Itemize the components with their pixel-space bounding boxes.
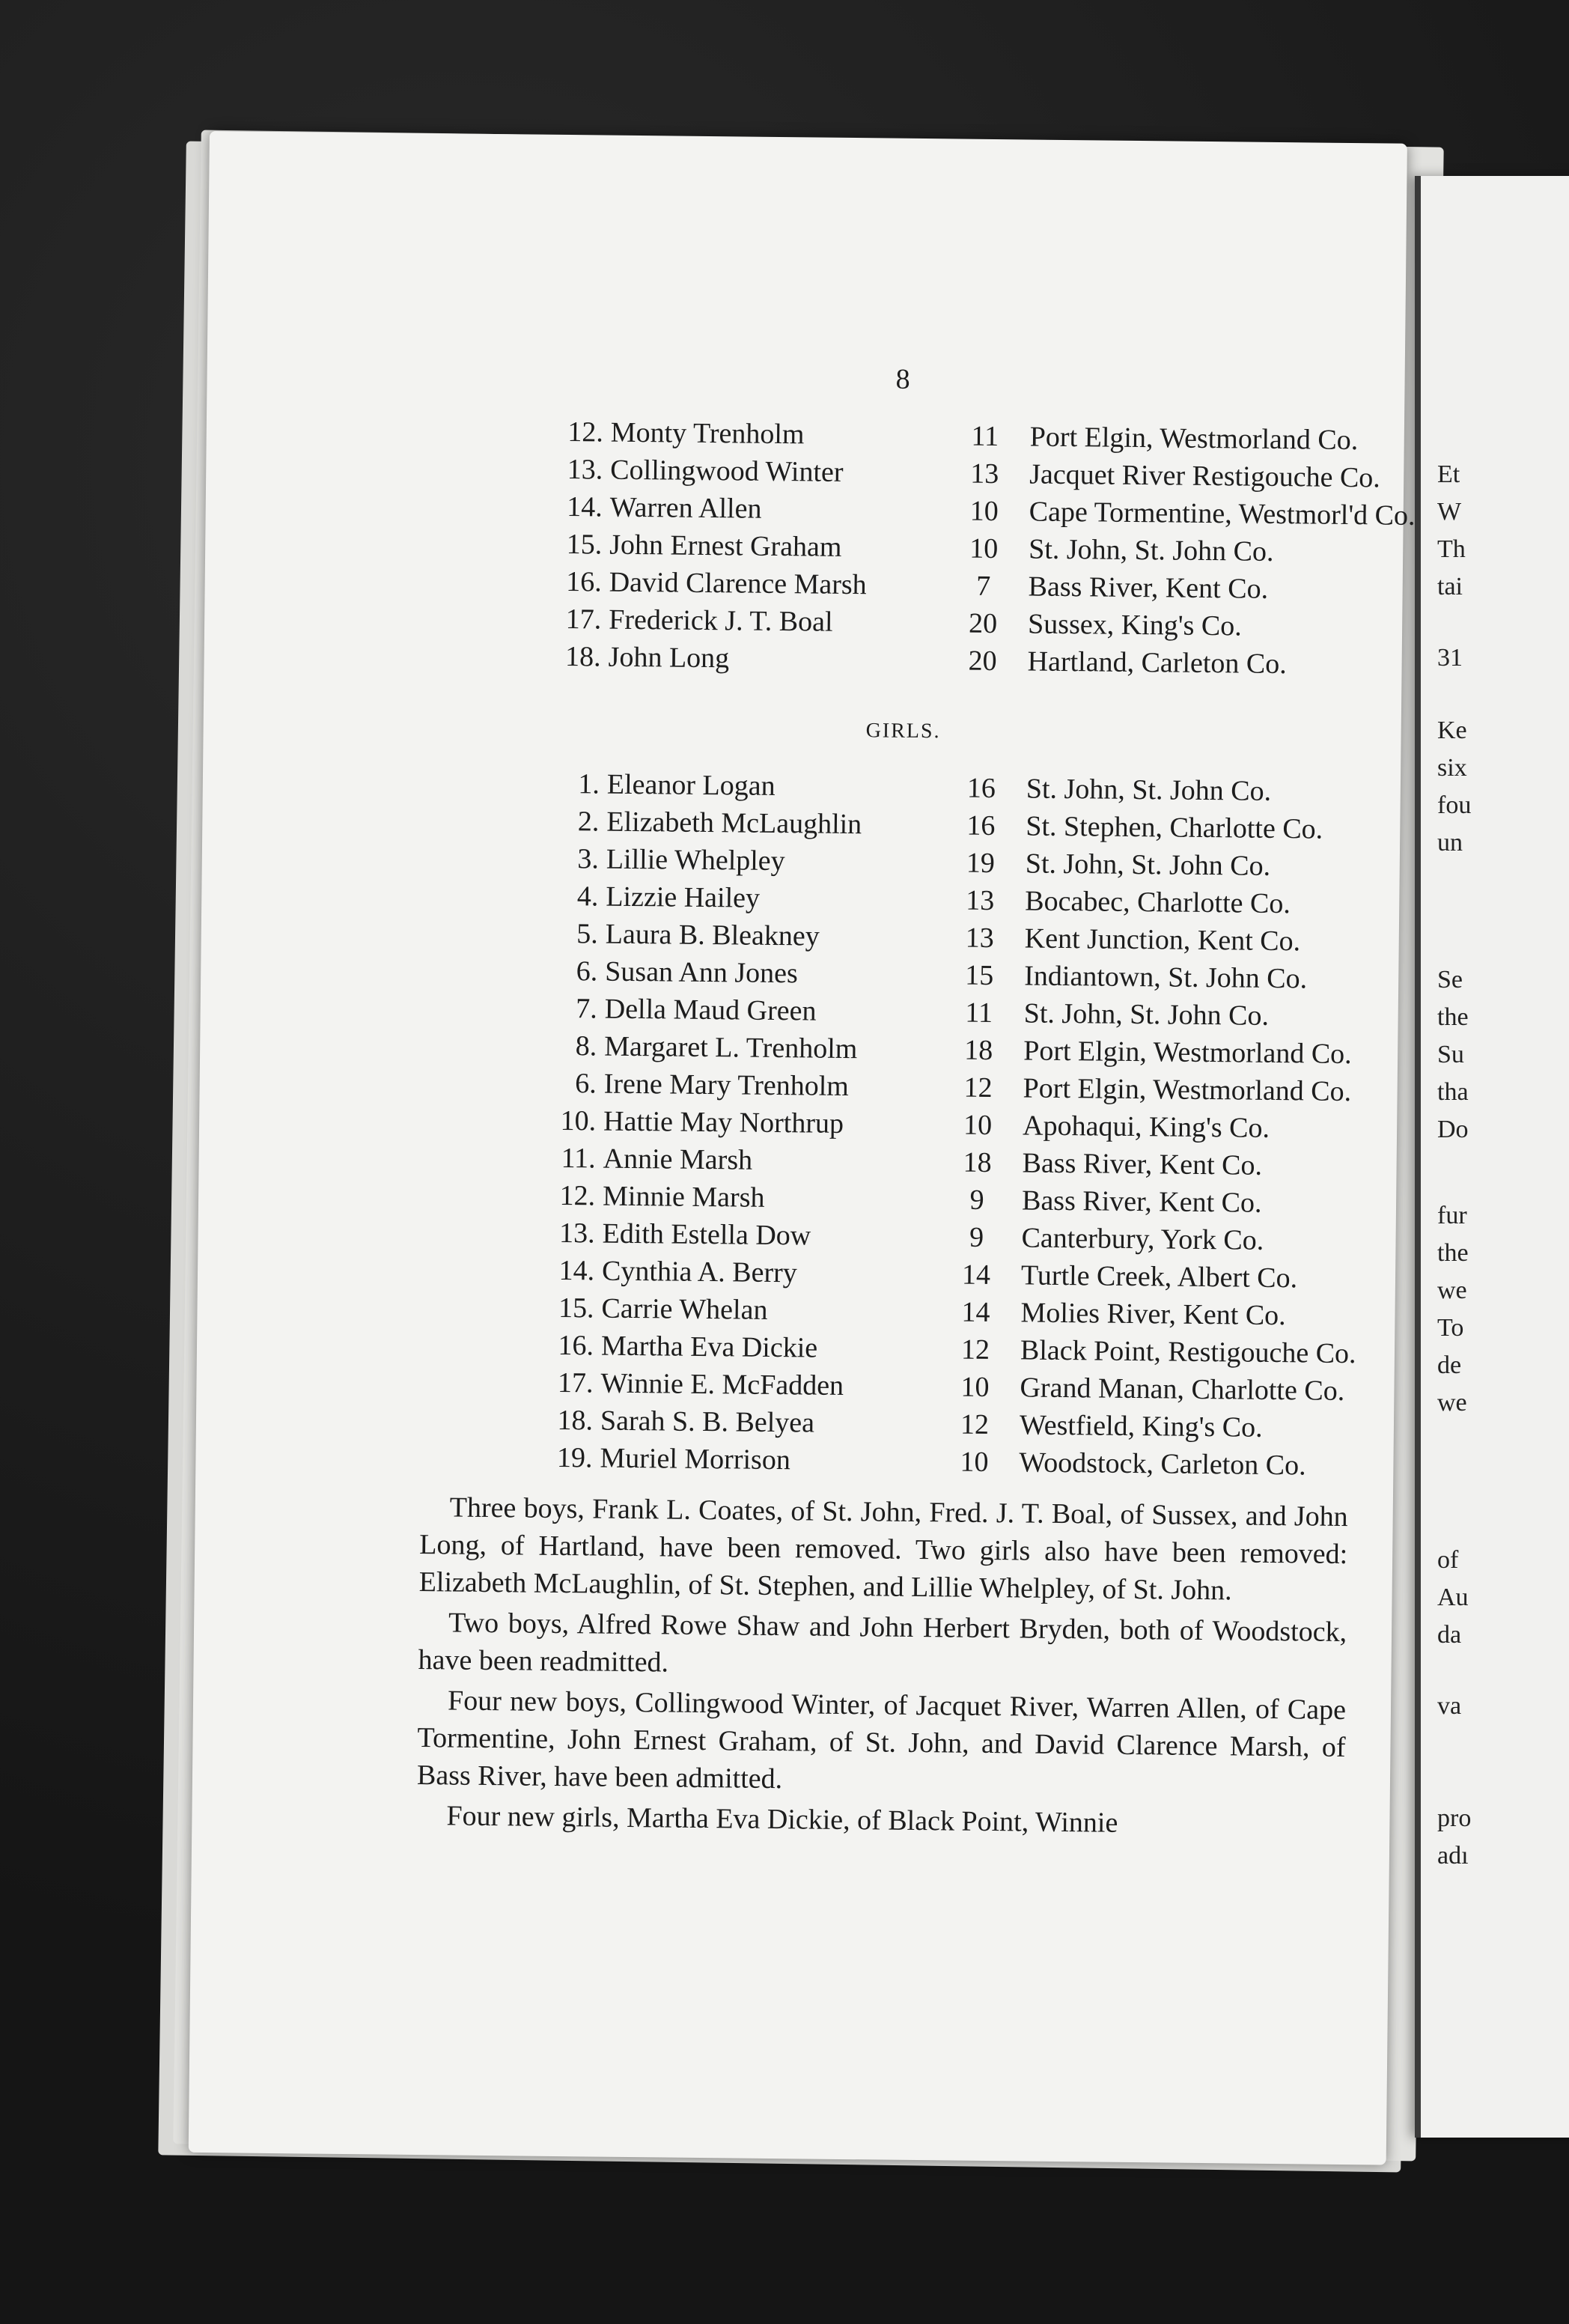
entry-name: Elizabeth McLaughlin	[606, 806, 862, 841]
facing-page	[1415, 176, 1569, 2138]
girls-heading: GIRLS.	[865, 719, 941, 743]
entry-number: 17.	[557, 1366, 594, 1399]
entry-place: Sussex, King's Co.	[1027, 608, 1242, 642]
entry-name: Edith Estella Dow	[602, 1217, 811, 1252]
entry-number: 15.	[566, 529, 603, 561]
entry-number: 12.	[559, 1179, 596, 1212]
facing-page-fragment: fou	[1437, 791, 1472, 819]
facing-page-fragment: adı	[1437, 1842, 1469, 1870]
entry-name: Sarah S. B. Belyea	[600, 1405, 815, 1439]
entry-name: Frederick J. T. Boal	[608, 603, 833, 638]
entry-number: 17.	[565, 603, 602, 636]
entry-place: Port Elgin, Westmorland Co.	[1023, 1035, 1352, 1071]
entry-number: 1.	[578, 768, 600, 800]
document-page	[189, 131, 1416, 2165]
entry-place: Indiantown, St. John Co.	[1024, 960, 1308, 995]
entry-name: John Ernest Graham	[609, 529, 842, 563]
entry-place: Cape Tormentine, Westmorl'd Co.	[1029, 496, 1416, 532]
facing-page-fragment: W	[1437, 498, 1462, 526]
entry-age: 18	[963, 1146, 992, 1179]
entry-place: Bocabec, Charlotte Co.	[1025, 885, 1291, 920]
entry-place: Turtle Creek, Albert Co.	[1020, 1259, 1298, 1295]
entry-place: St. John, St. John Co.	[1028, 533, 1274, 568]
entry-name: Cynthia A. Berry	[601, 1255, 797, 1289]
entry-name: Hattie May Northrup	[603, 1105, 844, 1140]
entry-name: Lillie Whelpley	[606, 843, 785, 877]
entry-age: 14	[961, 1296, 990, 1329]
entry-place: St. John, St. John Co.	[1023, 997, 1270, 1032]
facing-page-fragment: we	[1437, 1277, 1467, 1304]
entry-name: Muriel Morrison	[600, 1442, 791, 1476]
facing-page-fragment: Ke	[1437, 717, 1467, 744]
entry-name: John Long	[608, 641, 730, 675]
entry-number: 7.	[576, 993, 597, 1025]
entry-name: Winnie E. McFadden	[600, 1367, 844, 1402]
entry-place: Port Elgin, Westmorland Co.	[1029, 421, 1359, 457]
entry-place: Jacquet River Restigouche Co.	[1029, 458, 1381, 494]
entry-age: 19	[966, 847, 996, 880]
entry-number: 16.	[558, 1329, 594, 1362]
entry-place: Canterbury, York Co.	[1021, 1222, 1264, 1256]
entry-age: 20	[968, 645, 997, 678]
entry-age: 18	[963, 1034, 993, 1067]
entry-age: 16	[966, 772, 996, 805]
entry-number: 18.	[564, 641, 601, 673]
entry-age: 16	[966, 809, 996, 842]
entry-age: 12	[960, 1333, 990, 1366]
facing-page-fragment: fur	[1437, 1202, 1467, 1229]
facing-page-fragment: un	[1437, 829, 1463, 857]
entry-place: Woodstock, Carleton Co.	[1019, 1447, 1306, 1482]
entry-number: 8.	[575, 1030, 597, 1062]
boys-list	[473, 413, 1416, 684]
entry-name: Della Maud Green	[604, 993, 817, 1027]
entry-place: Port Elgin, Westmorland Co.	[1023, 1072, 1352, 1108]
entry-name: Collingwood Winter	[610, 454, 844, 488]
entry-age: 11	[965, 997, 993, 1029]
entry-number: 6.	[574, 1068, 597, 1100]
entry-name: Susan Ann Jones	[605, 955, 799, 990]
facing-page-fragment: Et	[1437, 460, 1460, 488]
entry-age: 10	[969, 495, 999, 528]
entry-place: Hartland, Carleton Co.	[1027, 645, 1287, 681]
facing-page-fragment: tai	[1437, 573, 1463, 600]
facing-page-fragment: the	[1437, 1003, 1469, 1031]
entry-age: 12	[960, 1408, 990, 1441]
facing-page-fragment: Th	[1437, 535, 1466, 563]
entry-age: 14	[961, 1259, 991, 1292]
entry-place: Apohaqui, King's Co.	[1022, 1110, 1270, 1144]
entry-name: Monty Trenholm	[610, 416, 805, 451]
entry-place: Bass River, Kent Co.	[1028, 571, 1269, 605]
entry-name: Carrie Whelan	[601, 1292, 768, 1326]
entry-age: 13	[966, 884, 995, 917]
entry-number: 13.	[567, 454, 603, 486]
entry-age: 9	[969, 1184, 984, 1216]
entry-place: St. John, St. John Co.	[1025, 848, 1271, 882]
facing-page-fragment: Au	[1437, 1584, 1469, 1611]
facing-page-fragment: To	[1437, 1314, 1464, 1342]
entry-name: Warren Allen	[609, 491, 762, 525]
entry-age: 15	[965, 959, 994, 992]
entry-number: 14.	[567, 491, 603, 523]
entry-name: Lizzie Hailey	[606, 880, 761, 914]
facing-page-fragment: pro	[1437, 1804, 1472, 1832]
entry-number: 13.	[558, 1217, 595, 1250]
entry-name: Eleanor Logan	[606, 768, 776, 802]
entry-number: 3.	[577, 843, 600, 875]
facing-page-fragment: de	[1437, 1351, 1462, 1379]
facing-page-fragment: of	[1437, 1546, 1459, 1574]
facing-page-fragment: Do	[1437, 1116, 1469, 1143]
entry-place: Molies River, Kent Co.	[1020, 1297, 1286, 1332]
entry-place: Westfield, King's Co.	[1019, 1409, 1263, 1444]
girls-list	[465, 764, 1356, 1485]
facing-page-fragment: Su	[1437, 1041, 1464, 1068]
entry-place: St. Stephen, Charlotte Co.	[1026, 810, 1323, 845]
entry-name: Laura B. Bleakney	[605, 918, 820, 952]
entry-age: 13	[970, 457, 999, 490]
entry-place: Grand Manan, Charlotte Co.	[1020, 1372, 1345, 1407]
entry-place: Black Point, Restigouche Co.	[1020, 1334, 1356, 1370]
entry-number: 5.	[576, 918, 599, 950]
entry-place: Bass River, Kent Co.	[1021, 1184, 1262, 1219]
entry-place: St. John, St. John Co.	[1026, 773, 1272, 807]
entry-number: 10.	[560, 1104, 597, 1137]
entry-number: 18.	[557, 1404, 594, 1437]
entry-number: 19.	[556, 1441, 593, 1474]
facing-page-fragment: Se	[1437, 966, 1463, 994]
entry-place: Kent Junction, Kent Co.	[1024, 922, 1301, 958]
entry-age: 20	[968, 607, 998, 640]
paragraph: Three boys, Frank L. Coates, of St. John, Fred. J. T. Boal, of Sussex, and John Long, of Hartland, have been removed. Two girls also have been removed: Elizabeth McLaughlin, of St. Stephen, and Lillie Whelpley, of St. John.	[418, 1491, 1348, 1607]
entry-age: 13	[965, 922, 994, 955]
entry-age: 11	[971, 420, 999, 453]
facing-page-fragment: tha	[1437, 1078, 1469, 1106]
facing-page-fragment: 31	[1437, 644, 1463, 672]
entry-age: 10	[960, 1446, 989, 1478]
entry-number: 4.	[576, 880, 599, 913]
page-number: 8	[895, 363, 910, 395]
entry-number: 11.	[561, 1142, 596, 1175]
entry-name: Annie Marsh	[603, 1143, 753, 1176]
entry-age: 7	[975, 570, 991, 602]
entry-age: 10	[969, 532, 999, 565]
entry-name: David Clarence Marsh	[609, 566, 867, 601]
entry-age: 10	[960, 1371, 990, 1403]
entry-number: 2.	[577, 806, 600, 838]
paragraph: Four new boys, Collingwood Winter, of Jacquet River, Warren Allen, of Cape Tormentine, John Ernest Graham, of St. John, and David Clarence Marsh, of Bass River, have been admitted.	[416, 1685, 1347, 1795]
entry-name: Irene Mary Trenholm	[603, 1068, 850, 1103]
entry-age: 12	[963, 1071, 993, 1104]
entry-age: 9	[969, 1221, 984, 1253]
facing-page-fragment: six	[1437, 754, 1467, 782]
entry-name: Margaret L. Trenholm	[604, 1030, 858, 1065]
entry-number: 16.	[566, 566, 602, 598]
facing-page-fragment: we	[1437, 1389, 1467, 1417]
entry-name: Martha Eva Dickie	[600, 1330, 818, 1364]
body-text	[416, 1488, 1348, 1844]
entry-name: Minnie Marsh	[602, 1180, 765, 1214]
paragraph: Four new girls, Martha Eva Dickie, of Black Point, Winnie	[446, 1800, 1118, 1839]
entry-number: 6.	[576, 955, 598, 988]
entry-number: 15.	[558, 1292, 594, 1324]
entry-place: Bass River, Kent Co.	[1022, 1147, 1263, 1181]
entry-number: 14.	[558, 1254, 595, 1287]
facing-page-fragment: the	[1437, 1239, 1469, 1267]
paragraph: Two boys, Alfred Rowe Shaw and John Herbert Bryden, both of Woodstock, have been readmitted.	[418, 1607, 1347, 1679]
entry-age: 10	[963, 1109, 993, 1142]
entry-number: 12.	[567, 416, 604, 448]
facing-page-fragment: va	[1437, 1692, 1462, 1720]
facing-page-fragment: da	[1437, 1621, 1462, 1649]
